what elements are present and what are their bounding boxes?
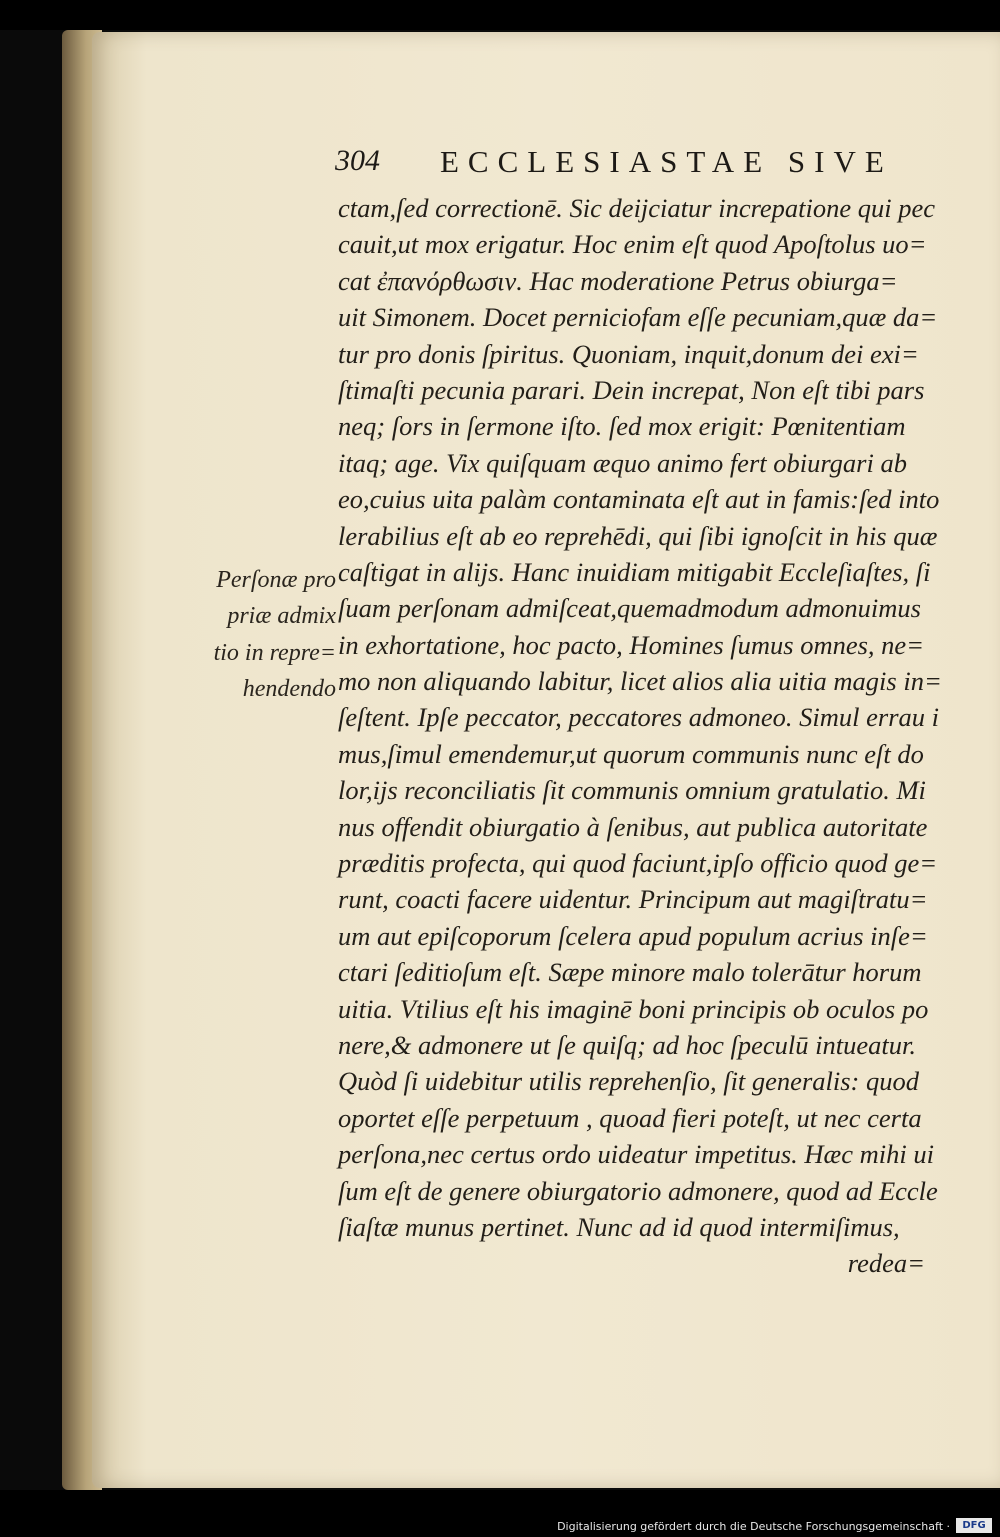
page-number: 304: [335, 144, 380, 177]
text-line: neq; ſors in ſermone iſto. ſed mox erigit: Pœnitentiam: [338, 411, 906, 442]
margin-note-line: priæ admix: [227, 603, 336, 630]
text-line: lor,ijs reconciliatis ſit communis omnium gratulatio. Mi: [338, 775, 926, 806]
text-line: mus,ſimul emendemur,ut quorum communis nunc eſt do: [338, 738, 924, 769]
text-line: ſeſtent. Ipſe peccator, peccatores admoneo. Simul errau i: [338, 702, 940, 733]
text-line: uitia. Vtilius eſt his imaginē boni principis ob oculos po: [338, 993, 929, 1024]
text-line: oportet eſſe perpetuum , quoad fieri poteſt, ut nec certa: [338, 1102, 922, 1133]
funding-credit: Digitalisierung gefördert durch die Deutsche Forschungsgemeinschaft ·: [557, 1520, 950, 1533]
text-line: itaq; age. Vix quiſquam æquo animo fert obiurgari ab: [338, 447, 907, 478]
margin-note-line: tio in repre=: [213, 639, 336, 666]
margin-note-line: Perſonæ pro: [216, 567, 336, 593]
catchword: redea=: [847, 1248, 925, 1279]
text-line: ſiaſtæ munus pertinet. Nunc ad id quod intermiſimus,: [338, 1211, 900, 1242]
text-line: um aut epiſcoporum ſcelera apud populum acrius inſe=: [338, 920, 928, 951]
body-text: [338, 190, 963, 1282]
text-line: cauit,ut mox erigatur. Hoc enim eſt quod Apoſtolus uo=: [338, 229, 927, 260]
text-line: caſtigat in alijs. Hanc inuidiam mitigabit Eccleſiaſtes, ſi: [338, 556, 931, 587]
running-title: ECCLESIASTAE SIVE: [440, 144, 893, 179]
margin-note: [150, 562, 336, 708]
text-line: cat ἐπανόρθωσιν. Hac moderatione Petrus obiurga=: [338, 265, 898, 296]
text-line: Quòd ſi uidebitur utilis reprehenſio, ſit generalis: quod: [338, 1066, 919, 1097]
text-line: lerabilius eſt ab eo reprehēdi, qui ſibi ignoſcit in his quæ: [338, 520, 938, 551]
text-line: mo non aliquando labitur, licet alios alia uitia magis in=: [338, 666, 942, 697]
text-line: ctari ſeditioſum eſt. Sæpe minore malo tolerātur horum: [338, 957, 922, 988]
text-line: tur pro donis ſpiritus. Quoniam, inquit,donum dei exi=: [338, 338, 919, 369]
text-line: ſuam perſonam admiſceat,quemadmodum admonuimus: [338, 593, 921, 624]
text-line: ſum eſt de genere obiurgatorio admonere, quod ad Eccle: [338, 1175, 938, 1206]
text-line: perſona,nec certus ordo uideatur impetitus. Hæc mihi ui: [338, 1139, 934, 1170]
text-line: ctam,ſed correctionē. Sic deijciatur increpatione qui pec: [338, 193, 936, 223]
text-line: nus offendit obiurgatio à ſenibus, aut publica autoritate: [338, 811, 928, 842]
text-line: nere,& admonere ut ſe quiſq; ad hoc ſpeculū intueatur.: [338, 1029, 916, 1060]
top-bar: [0, 0, 1000, 30]
text-line: in exhortatione, hoc pacto, Homines ſumus omnes, ne=: [338, 629, 925, 660]
page-header: [335, 144, 910, 184]
text-line: præditis profecta, qui quod faciunt,ipſo officio quod ge=: [338, 848, 938, 879]
text-line: eo,cuius uita palàm contaminata eſt aut in famis:ſed into: [338, 484, 940, 515]
margin-note-line: hendendo: [242, 676, 336, 703]
text-line: runt, coacti facere uidentur. Principum aut magiſtratu=: [338, 884, 928, 915]
text-line: uit Simonem. Docet perniciofam eſſe pecuniam,quæ da=: [338, 302, 938, 333]
text-line: ſtimaſti pecunia parari. Dein increpat, Non eſt tibi pars: [338, 374, 925, 405]
dfg-logo: DFG: [956, 1518, 992, 1533]
